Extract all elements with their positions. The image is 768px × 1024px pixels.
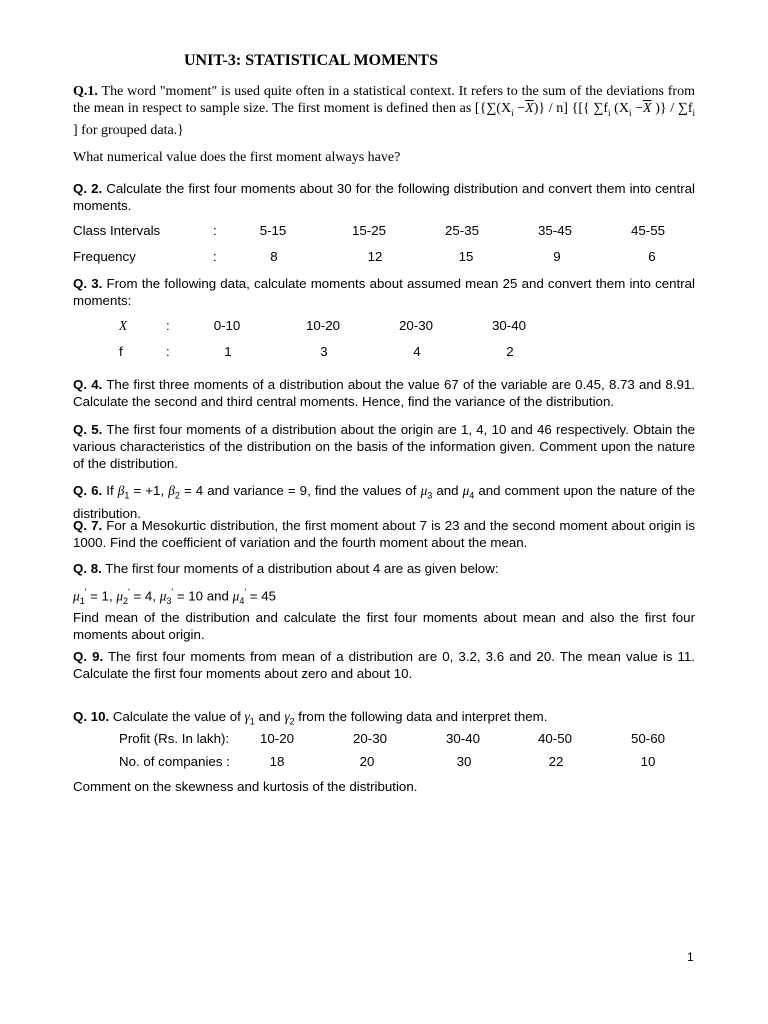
mu-symbol: μ: [159, 588, 167, 604]
table-cell: 35-45: [537, 223, 573, 238]
question-10-text: Calculate the value of: [112, 709, 245, 724]
subscript: 1: [79, 596, 85, 607]
table-cell: 3: [320, 344, 328, 359]
subscript-i: i: [608, 107, 611, 118]
table-cell: 2: [506, 344, 514, 359]
subscript: 2: [289, 716, 295, 727]
question-10-text-3: from the following data and interpret them.: [294, 709, 548, 724]
moment-2-value: = 4,: [133, 588, 157, 604]
mu-symbol: μ: [232, 588, 240, 604]
question-10-label: Q. 10.: [73, 709, 110, 724]
table-cell: 15: [458, 249, 474, 264]
question-1-text-3: )} / n] {[{ ∑f: [533, 101, 609, 116]
gamma-symbol: γ: [284, 709, 290, 724]
question-1-text: The word "moment" is used quite often in a statistical context. It refers to the sum of the deviations from the mean in respect to sample size. The first moment is defined then as [{∑(X: [73, 84, 695, 116]
colon: :: [166, 344, 170, 359]
question-7-text: For a Mesokurtic distribution, the first moment about 7 is 23 and the second moment about origin is 1000. Find the coefficient of variation and the fourth moment about the mean.: [73, 518, 696, 550]
moment-3-value: = 10 and: [176, 588, 229, 604]
prime-symbol: ′: [244, 587, 247, 597]
q3-x-row: [73, 318, 695, 335]
prime-symbol: ′: [128, 587, 130, 597]
table-cell: 15-25: [351, 223, 387, 238]
subscript: 2: [174, 490, 180, 501]
table-cell: 10-20: [259, 731, 295, 746]
table-cell: 5-15: [259, 223, 287, 238]
subscript-i: i: [628, 107, 632, 118]
row-label: Profit (Rs. In lakh):: [119, 731, 230, 746]
subscript: 1: [249, 716, 255, 727]
table-cell: 20: [359, 754, 375, 769]
moment-4-value: = 45: [249, 588, 276, 604]
question-6: [73, 482, 695, 522]
question-6-text-3: = 4 and variance = 9, find the values of: [179, 483, 421, 498]
table-cell: 50-60: [630, 731, 666, 746]
colon: :: [166, 318, 170, 333]
row-label: f: [119, 344, 123, 359]
question-6-text-4: and: [432, 483, 463, 498]
mu-symbol: μ: [73, 588, 80, 604]
question-1: [73, 83, 695, 139]
table-cell: 20-30: [398, 318, 434, 333]
page-title: UNIT-3: STATISTICAL MOMENTS: [184, 52, 438, 69]
table-cell: 20-30: [352, 731, 388, 746]
question-4-text: The first three moments of a distribution about the value 67 of the variable are 0.45, 8.73 and 8.91. Calculate the second and third central moments. Hence, find the variance of the distribution.: [73, 377, 695, 409]
question-7: [73, 517, 695, 551]
question-8-text: The first four moments of a distribution about 4 are as given below:: [105, 561, 499, 576]
subscript-i: i: [511, 107, 514, 118]
table-cell: 4: [413, 344, 421, 359]
question-3-label: Q. 3.: [73, 276, 103, 291]
x-bar-symbol: $\overline{X}$: [643, 101, 652, 116]
question-9: [73, 648, 695, 682]
row-label: No. of companies :: [119, 754, 230, 769]
table-cell: 22: [548, 754, 564, 769]
mu-symbol: μ: [420, 483, 428, 498]
question-5: [73, 421, 695, 472]
row-label: Class Intervals: [73, 223, 161, 238]
question-1-text-4: (X: [610, 101, 629, 116]
table-cell: 0-10: [213, 318, 241, 333]
subscript: 3: [427, 490, 433, 501]
question-9-label: Q. 9.: [73, 649, 104, 664]
moment-1-value: = 1,: [90, 588, 113, 604]
question-1-prompt: What numerical value does the first moment always have?: [73, 150, 401, 165]
question-4-label: Q. 4.: [73, 377, 103, 392]
question-4: [73, 376, 695, 410]
table-cell: 10-20: [305, 318, 341, 333]
question-6-text-5: and comment upon the nature of the distribution.: [73, 483, 695, 521]
q2-class-intervals-row: [73, 223, 695, 240]
question-6-text-2: = +1,: [129, 483, 169, 498]
table-cell: 18: [269, 754, 285, 769]
question-2-text: Calculate the first four moments about 30 for the following distribution and convert them into central moments.: [73, 181, 696, 213]
row-label: X: [119, 318, 128, 333]
question-10-comment: Comment on the skewness and kurtosis of the distribution.: [73, 779, 418, 794]
question-1-text-6: )} / ∑f: [651, 101, 693, 116]
mu-symbol: μ: [116, 588, 124, 604]
table-cell: 45-55: [630, 223, 666, 238]
table-cell: 6: [648, 249, 656, 264]
q10-companies-row: [73, 754, 695, 771]
table-cell: 30: [456, 754, 472, 769]
q3-f-row: [73, 344, 695, 361]
question-5-label: Q. 5.: [73, 422, 103, 437]
subscript-i: i: [692, 107, 695, 118]
subscript: 1: [124, 490, 130, 501]
question-8-continuation: Find mean of the distribution and calculate the first four moments about mean and also the first four moments about origin.: [73, 610, 695, 642]
table-cell: 9: [553, 249, 561, 264]
colon: :: [213, 249, 217, 264]
q8-moments-line: [73, 584, 695, 610]
question-2-label: Q. 2.: [73, 181, 103, 196]
beta-symbol: β: [168, 483, 175, 498]
question-1-text-7: ] for grouped data.}: [73, 122, 184, 138]
question-10: [73, 708, 695, 731]
page-number: 1: [687, 950, 694, 964]
subscript: 3: [166, 596, 172, 607]
question-2: [73, 180, 695, 214]
question-9-text: The first four moments from mean of a distribution are 0, 3.2, 3.6 and 20. The mean value is 11. Calculate the first four moments about zero and about 10.: [73, 649, 695, 681]
subscript: 4: [469, 490, 475, 501]
question-8-label: Q. 8.: [73, 561, 102, 576]
question-1-label: Q.1.: [73, 84, 98, 99]
row-label: Frequency: [73, 249, 136, 264]
table-cell: 40-50: [537, 731, 573, 746]
mu-symbol: μ: [462, 483, 470, 498]
prime-symbol: ′: [84, 587, 87, 597]
q2-frequency-row: [73, 249, 695, 266]
table-cell: 25-35: [444, 223, 480, 238]
gamma-symbol: γ: [244, 709, 250, 724]
question-1-minus: −: [513, 101, 526, 116]
table-cell: 12: [367, 249, 383, 264]
question-8: [73, 560, 695, 577]
question-10-text-2: and: [254, 709, 285, 724]
table-cell: 8: [270, 249, 278, 264]
beta-symbol: β: [117, 483, 125, 498]
table-cell: 10: [640, 754, 656, 769]
question-7-label: Q. 7.: [73, 518, 103, 533]
question-6-label: Q. 6.: [73, 483, 103, 498]
subscript: 4: [239, 596, 245, 607]
prime-symbol: ′: [171, 587, 174, 597]
question-6-text: If: [106, 483, 118, 498]
table-cell: 1: [224, 344, 232, 359]
colon: :: [213, 223, 217, 238]
question-5-text: The first four moments of a distribution about the origin are 1, 4, 10 and 46 respectively. Obtain the various characteristics of the distribution on the basis of the information given. Comment upon the nature of the distribution.: [73, 422, 695, 471]
x-bar-symbol: $\overline{X}$: [525, 101, 534, 116]
subscript: 2: [123, 596, 129, 607]
table-cell: 30-40: [445, 731, 481, 746]
table-cell: 30-40: [491, 318, 527, 333]
question-3-text: From the following data, calculate moments about assumed mean 25 and convert them into central moments:: [73, 276, 695, 308]
question-1-minus-2: −: [631, 101, 644, 116]
question-3: [73, 275, 695, 309]
q10-profit-row: [73, 731, 695, 748]
